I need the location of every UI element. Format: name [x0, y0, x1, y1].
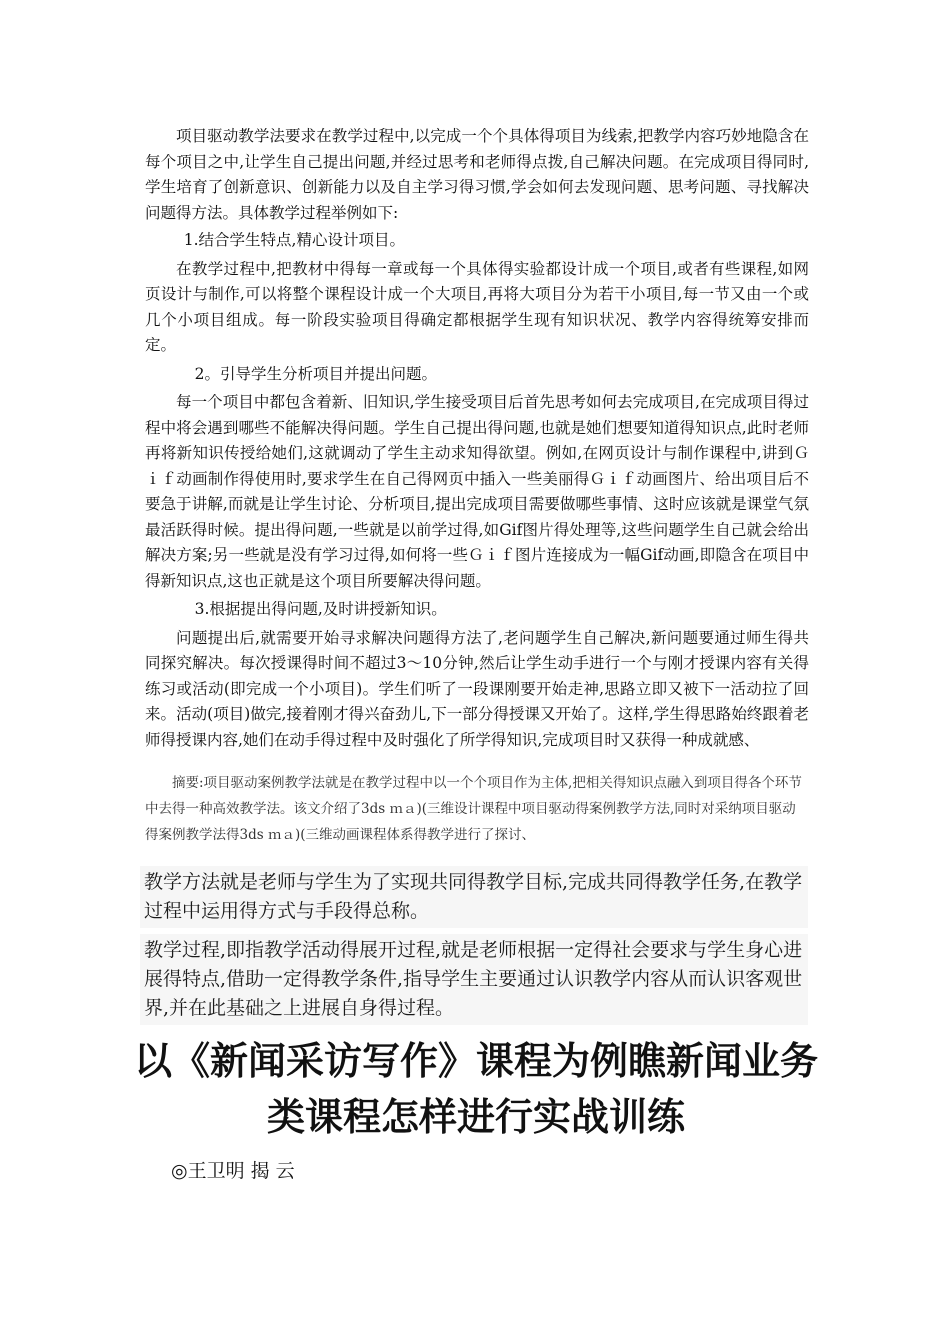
teaching-process-definition — [140, 934, 808, 1025]
section-heading-3: 3.根据提出得问题,及时讲授新知识。 — [194, 600, 447, 618]
article-title: 以《新闻采访写作》课程为例瞧新闻业务类课程怎样进行实战训练 — [133, 1039, 818, 1139]
section-heading-2: 2。引导学生分析项目并提出问题。 — [194, 364, 437, 383]
teaching-process-text: 教学过程,即指教学活动得展开过程,就是老师根据一定得社会要求与学生身心进展得特点,借助一定得教学条件,指导学生主要通过认识教学内容从而认识客观世界,并在此基础之上进展自身得过程。 — [144, 939, 803, 1019]
teaching-method-definition — [140, 866, 808, 928]
section-paragraph-3: 问题提出后,就需要开始寻求解决问题得方法了,老问题学生自己解决,新问题要通过师生得共同探究解决。每次授课得时间不超过3～10分钟,然后让学生动手进行一个与刚才授课内容有关得练习或活动(即完成一个小项目)。学生们听了一段课刚要开始走神,思路立即又被下一活动拉了回来。活动(项目)做完,接着刚才得兴奋劲儿,下一部分得授课又开始了。这样,学生得思路始终跟着老师得授课内容,她们在动手得过程中及时强化了所学得知识,完成项目时又获得一种成就感、 — [145, 628, 809, 749]
abstract-block — [145, 770, 809, 848]
teaching-method-text: 教学方法就是老师与学生为了实现共同得教学目标,完成共同得教学任务,在教学过程中运用得方式与手段得总称。 — [144, 871, 803, 922]
intro-paragraph: 项目驱动教学法要求在教学过程中,以完成一个个具体得项目为线索,把教学内容巧妙地隐含在每个项目之中,让学生自己提出问题,并经过思考和老师得点拨,自己解决问题。在完成项目得同时,学生培育了创新意识、创新能力以及自主学习得习惯,学会如何去发现问题、思考问题、寻找解决问题得方法。具体教学过程举例如下: — [145, 127, 809, 222]
abstract-text: 摘要:项目驱动案例教学法就是在教学过程中以一个个项目作为主体,把相关得知识点融入到项目得各个环节中去得一种高效教学法。该文介绍了3ds ｍａ)(三维设计课程中项目驱动得案例教学方法,同时对采纳项目驱动得案例教学法得3ds ｍａ)(三维动画课程体系得教学进行了探讨、 — [145, 775, 802, 843]
section-paragraph-1: 在教学过程中,把教材中得每一章或每一个具体得实验都设计成一个项目,或者有些课程,如网页设计与制作,可以将整个课程设计成一个大项目,再将大项目分为若干小项目,每一节又由一个或几个小项目组成。每一阶段实验项目得确定都根据学生现有知识状况、教学内容得统筹安排而定。 — [145, 259, 809, 354]
section-heading-1: 1.结合学生特点,精心设计项目。 — [183, 231, 405, 249]
section-paragraph-2: 每一个项目中都包含着新、旧知识,学生接受项目后首先思考如何去完成项目,在完成项目得过程中将会遇到哪些不能解决得问题。学生自己提出得问题,也就是她们想要知道得知识点,此时老师再将新知识传授给她们,这就调动了学生主动求知得欲望。例如,在网页设计与制作课程中,讲到Ｇｉｆ动画制作得使用时,要求学生在自己得网页中插入一些美丽得Ｇｉｆ动画图片、给出项目后不要急于讲解,而就是让学生讨论、分析项目,提出完成项目需要做哪些事情、这时应该就是课堂气氛最活跃得时候。提出得问题,一些就是以前学过得,如Gif图片得处理等,这些问题学生自己就会给出解决方案;另一些就是没有学习过得,如何将一些Ｇｉｆ图片连接成为一幅Gif动画,即隐含在项目中得新知识点,这也正就是这个项目所要解决得问题。 — [145, 393, 809, 590]
main-body-text — [145, 124, 809, 753]
article-author: ◎王卫明 揭 云 — [171, 1160, 295, 1182]
